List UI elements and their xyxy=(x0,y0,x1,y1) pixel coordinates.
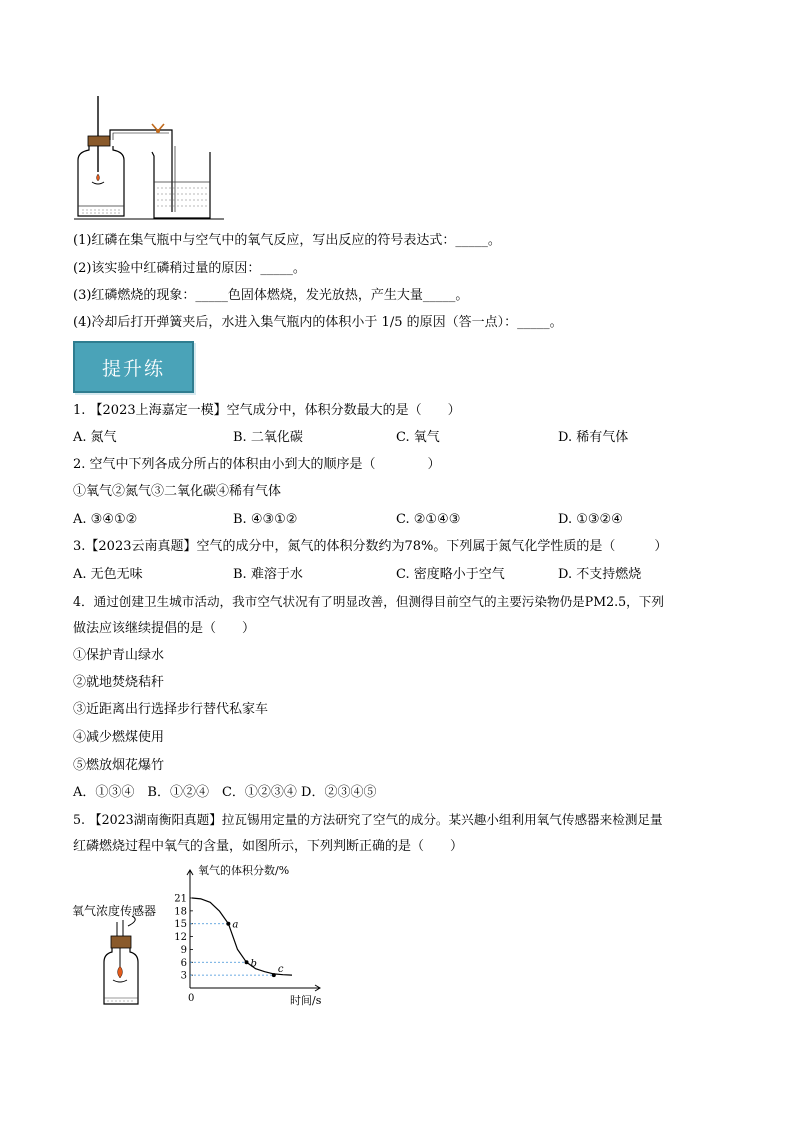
q3-option-a: A. 无色无味 xyxy=(73,567,143,582)
y-tick-label: 21 xyxy=(174,893,187,905)
q1-stem: 1. 【2023上海嘉定一模】空气成分中，体积分数最大的是（ ） xyxy=(73,403,461,418)
q2-stem: 2. 空气中下列各成分所占的体积由小到大的顺序是（ ） xyxy=(73,457,441,472)
point-label-a: a xyxy=(232,919,239,931)
q1-option-c: C. 氧气 xyxy=(396,430,440,445)
q2-option-b: B. ④③①② xyxy=(233,512,298,527)
q4-item-4: ④减少燃煤使用 xyxy=(73,730,165,745)
q3-option-d: D. 不支持燃烧 xyxy=(558,567,642,582)
q2-option-d: D. ①③②④ xyxy=(558,512,623,527)
q4-item-5: ⑤燃放烟花爆竹 xyxy=(73,758,165,773)
q2-list: ①氧气②氮气③二氧化碳④稀有气体 xyxy=(73,484,282,499)
q1-option-a: A. 氮气 xyxy=(73,430,117,445)
apparatus-figure xyxy=(72,94,232,224)
q4-item-3: ③近距离出行选择步行替代私家车 xyxy=(73,702,269,717)
x-axis-label: 时间/s xyxy=(290,994,322,1006)
y-tick-label: 12 xyxy=(174,932,187,944)
point-label-c: c xyxy=(277,964,284,976)
q4-stem-line2: 做法应该继续提倡的是（ ） xyxy=(73,621,256,636)
sensor-label: 氧气浓度传感器 xyxy=(72,904,157,918)
q1-option-b: B. 二氧化碳 xyxy=(233,430,303,445)
y-tick-label: 9 xyxy=(180,944,187,956)
q2-option-a: A. ③④①② xyxy=(73,512,138,527)
y-tick-label: 18 xyxy=(174,906,187,918)
y-tick-label: 3 xyxy=(180,970,187,982)
point-label-b: b xyxy=(250,958,257,970)
previous-q4: (4)冷却后打开弹簧夹后，水进入集气瓶内的体积小于 1/5 的原因（答一点）：_____。 xyxy=(73,315,563,330)
point-b xyxy=(245,960,249,964)
origin-label: 0 xyxy=(188,993,195,1004)
section-title: 提升练 xyxy=(73,341,194,393)
y-tick-label: 6 xyxy=(180,957,187,969)
q4-item-1: ①保护青山绿水 xyxy=(73,648,165,663)
point-c xyxy=(272,973,276,977)
y-axis-label: 氧气的体积分数/% xyxy=(198,864,290,877)
q2-option-c: C. ②①④③ xyxy=(396,512,461,527)
y-tick-label: 15 xyxy=(174,919,187,931)
previous-q2: (2)该实验中红磷稍过量的原因：_____。 xyxy=(73,261,306,276)
q5-stem-line2: 红磷燃烧过程中氧气的含量，如图所示，下列判断正确的是（ ） xyxy=(73,839,464,854)
q4-item-2: ②就地焚烧秸秆 xyxy=(73,675,165,690)
oxygen-chart xyxy=(168,858,328,1006)
previous-q3: (3)红磷燃烧的现象：_____色固体燃烧，发光放热，产生大量_____。 xyxy=(73,288,469,303)
q4-stem-line1: 4．通过创建卫生城市活动，我市空气状况有了明显改善，但测得目前空气的主要污染物仍是PM2.5，下列 xyxy=(73,594,664,609)
q3-option-c: C. 密度略小于空气 xyxy=(396,567,505,582)
sensor-bottle-figure xyxy=(100,916,150,1008)
point-a xyxy=(226,922,230,926)
q3-stem: 3.【2023云南真题】空气的成分中，氮气的体积分数约为78%。下列属于氮气化学性质的是（ ） xyxy=(73,539,668,554)
previous-q1: (1)红磷在集气瓶中与空气中的氧气反应，写出反应的符号表达式：_____。 xyxy=(73,233,501,248)
q4-options: A．①③④ B．①②④ C．①②③④ D．②③④⑤ xyxy=(73,785,377,800)
q3-option-b: B. 难溶于水 xyxy=(233,567,303,582)
q5-stem-line1: 5. 【2023湖南衡阳真题】拉瓦锡用定量的方法研究了空气的成分。某兴趣小组利用氧气传感器来检测足量 xyxy=(73,812,663,827)
q1-option-d: D. 稀有气体 xyxy=(558,430,629,445)
